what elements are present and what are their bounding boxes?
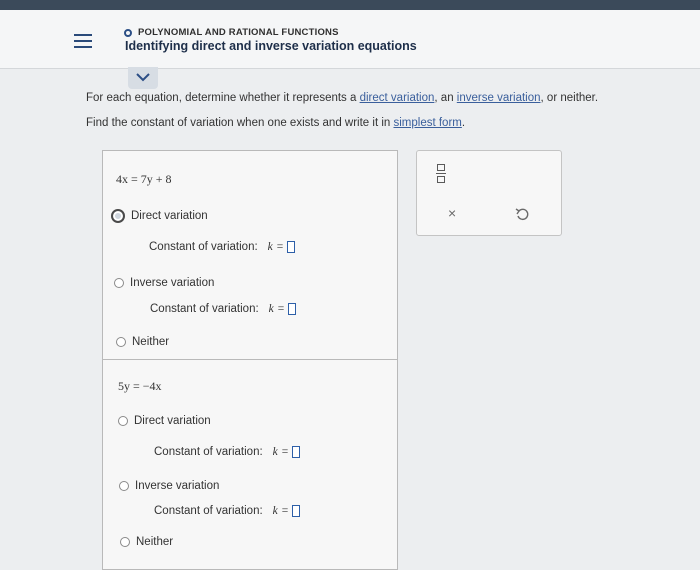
constant-label: Constant of variation: xyxy=(154,446,263,458)
answer-input-box[interactable] xyxy=(292,505,300,517)
instr-text: . xyxy=(461,117,466,129)
answer-input-box[interactable] xyxy=(288,303,296,315)
browser-top-strip xyxy=(0,0,700,10)
header-bar xyxy=(0,10,700,69)
instr-text: , or neither. xyxy=(540,92,599,104)
instructions-line-2 xyxy=(86,117,465,129)
equation-1: 4x = 7y + 8 xyxy=(116,172,172,186)
undo-icon[interactable] xyxy=(515,207,529,226)
instr-text: For each equation, determine whether it represents a xyxy=(86,92,360,104)
inverse-variation-link[interactable]: inverse variation xyxy=(456,92,541,104)
option-label: Inverse variation xyxy=(135,480,220,492)
instr-text: Find the constant of variation when one exists and write it in xyxy=(86,117,394,129)
option-inverse-variation-1[interactable] xyxy=(114,277,214,289)
page-title: Identifying direct and inverse variation equations xyxy=(125,39,417,53)
radio-icon[interactable] xyxy=(118,416,128,426)
direct-variation-link[interactable]: direct variation xyxy=(359,92,435,104)
radio-selected-icon[interactable] xyxy=(111,209,125,223)
option-direct-variation-2[interactable] xyxy=(118,415,211,427)
constant-label: Constant of variation: xyxy=(154,505,263,517)
option-label: Inverse variation xyxy=(130,277,215,289)
radio-icon[interactable] xyxy=(116,337,126,347)
instructions-line-1 xyxy=(86,92,598,104)
constant-label: Constant of variation: xyxy=(150,303,259,315)
radio-icon[interactable] xyxy=(120,537,130,547)
answer-input-box[interactable] xyxy=(287,241,295,253)
menu-icon[interactable] xyxy=(74,34,94,50)
equals-sign: = xyxy=(281,505,289,517)
instr-text: , an xyxy=(434,92,457,104)
option-label: Neither xyxy=(132,336,170,348)
radio-icon[interactable] xyxy=(114,278,124,288)
answer-input-box[interactable] xyxy=(292,446,300,458)
simplest-form-link[interactable]: simplest form xyxy=(393,117,462,129)
option-neither-1[interactable] xyxy=(116,336,169,348)
k-label: k xyxy=(268,303,274,315)
equals-sign: = xyxy=(277,303,285,315)
radio-icon[interactable] xyxy=(119,481,129,491)
tool-panel xyxy=(416,150,562,236)
k-label: k xyxy=(272,446,278,458)
topic-status-icon xyxy=(124,29,132,37)
constant-row-2b xyxy=(154,505,300,517)
fraction-icon[interactable] xyxy=(436,164,446,183)
constant-row-2a xyxy=(154,446,300,458)
equals-sign: = xyxy=(281,446,289,458)
equals-sign: = xyxy=(276,241,284,253)
topic-line xyxy=(124,27,339,38)
clear-icon[interactable]: × xyxy=(448,205,457,221)
option-label: Neither xyxy=(136,536,174,548)
constant-label: Constant of variation: xyxy=(149,241,258,253)
option-neither-2[interactable] xyxy=(120,536,173,548)
constant-row-1a xyxy=(149,241,295,253)
equation-2: 5y = −4x xyxy=(118,379,162,393)
k-label: k xyxy=(267,241,273,253)
k-label: k xyxy=(272,505,278,517)
chevron-down-icon xyxy=(136,72,150,82)
collapse-button[interactable] xyxy=(128,67,158,89)
option-label: Direct variation xyxy=(131,210,208,222)
part-divider xyxy=(102,359,398,360)
constant-row-1b xyxy=(150,303,296,315)
option-label: Direct variation xyxy=(134,415,211,427)
option-direct-variation-1[interactable] xyxy=(111,209,208,223)
topic-label: POLYNOMIAL AND RATIONAL FUNCTIONS xyxy=(138,27,339,38)
option-inverse-variation-2[interactable] xyxy=(119,480,219,492)
